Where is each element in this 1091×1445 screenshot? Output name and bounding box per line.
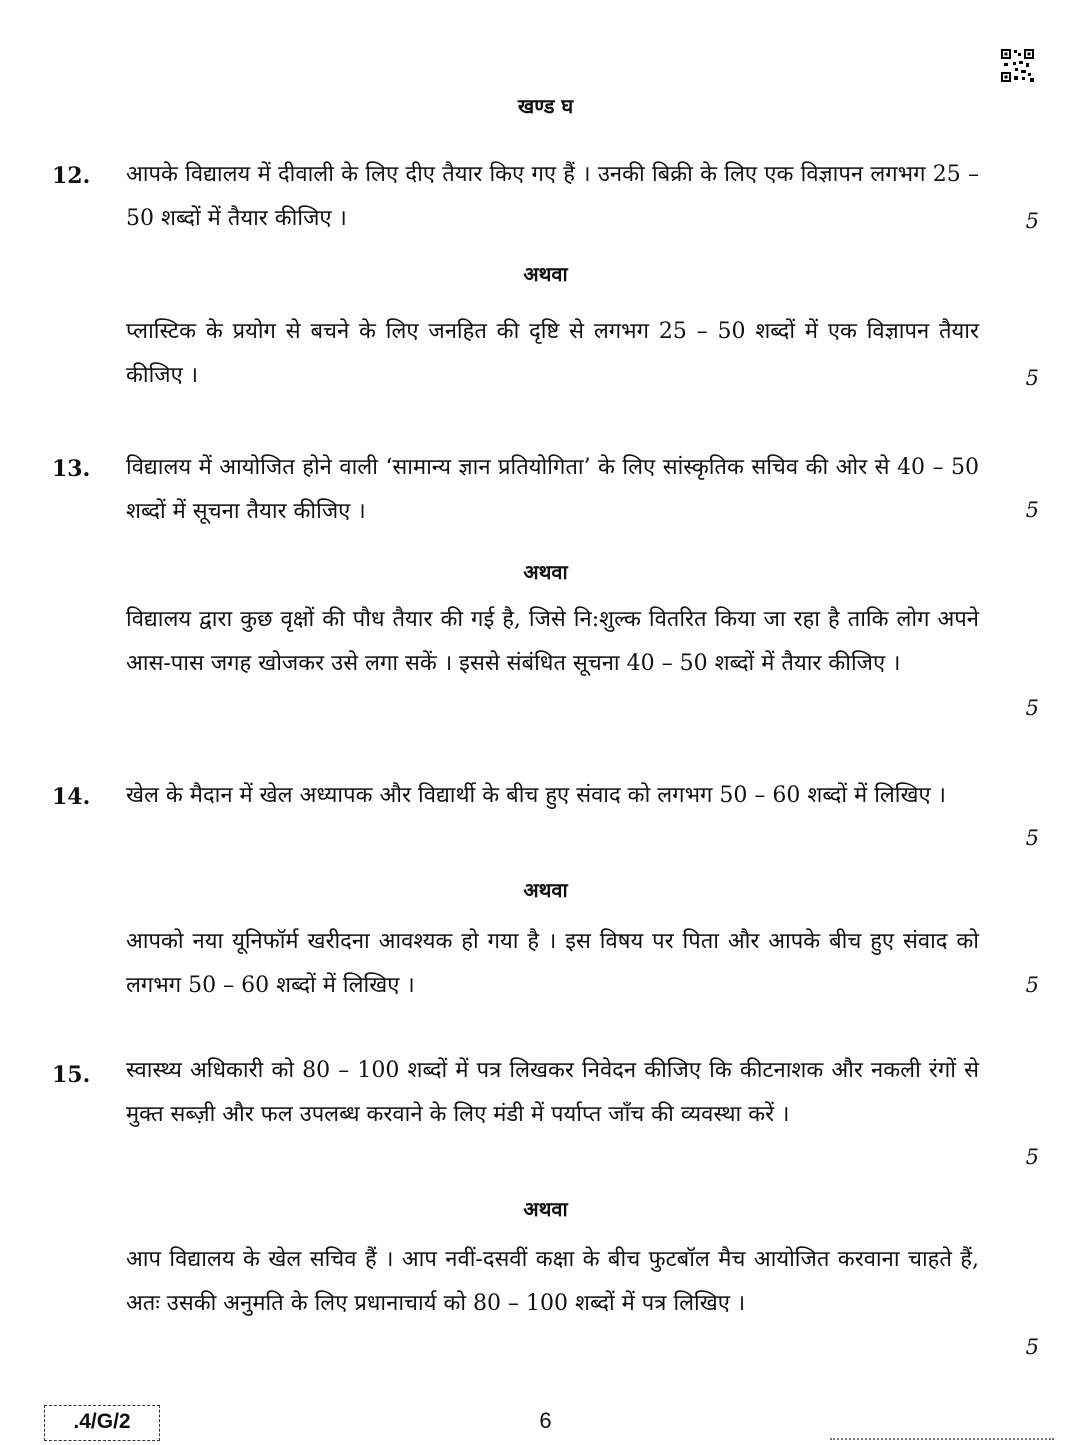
question-14-number: 14. xyxy=(52,784,91,810)
question-14-marks: 5 xyxy=(1025,826,1039,850)
question-13-alt-marks: 5 xyxy=(1025,696,1039,720)
question-12-text: आपके विद्यालय में दीवाली के लिए दीए तैयार किए गए हैं । उनकी बिक्री के लिए एक विज्ञापन लगभग 25 – 50 शब्दों में तैयार कीजिए । xyxy=(126,162,979,231)
question-12-alt-text: प्लास्टिक के प्रयोग से बचने के लिए जनहित की दृष्टि से लगभग 25 – 50 शब्दों में एक विज्ञापन तैयार कीजिए । xyxy=(126,319,979,388)
question-12-alt-marks: 5 xyxy=(1025,366,1039,390)
question-15-text: स्वास्थ्य अधिकारी को 80 – 100 शब्दों में पत्र लिखकर निवेदन कीजिए कि कीटनाशक और नकली रंगों से मुक्त सब्ज़ी और फल उपलब्ध करवाने के लिए मंडी में पर्याप्त जाँच की व्यवस्था करें । xyxy=(126,1058,979,1127)
qr-code-icon xyxy=(1001,49,1034,82)
question-14-text: खेल के मैदान में खेल अध्यापक और विद्यार्थी के बीच हुए संवाद को लगभग 50 – 60 शब्दों में लिखिए । xyxy=(126,783,946,808)
question-15-number: 15. xyxy=(52,1062,91,1088)
page-number: 6 xyxy=(539,1408,552,1433)
section-title: खण्ड घ xyxy=(517,94,574,118)
question-12-or-label: अथवा xyxy=(523,262,568,286)
question-13-or-label: अथवा xyxy=(523,560,568,584)
question-14-alt-text: आपको नया यूनिफॉर्म खरीदना आवश्यक हो गया है । इस विषय पर पिता और आपके बीच हुए संवाद को लगभग 50 – 60 शब्दों में लिखिए । xyxy=(126,929,979,998)
question-12-number: 12. xyxy=(52,163,91,189)
question-14-alt-marks: 5 xyxy=(1025,973,1039,997)
question-15-alt-marks: 5 xyxy=(1025,1335,1039,1359)
question-15-alt-text: आप विद्यालय के खेल सचिव हैं । आप नवीं-दसवीं कक्षा के बीच फुटबॉल मैच आयोजित करवाना चाहते हैं, अतः उसकी अनुमति के लिए प्रधानाचार्य को 80 – 100 शब्दों में पत्र लिखिए । xyxy=(126,1247,979,1316)
question-15-or-label: अथवा xyxy=(523,1197,568,1221)
question-13-text: विद्यालय में आयोजित होने वाली ‘सामान्य ज्ञान प्रतियोगिता’ के लिए सांस्कृतिक सचिव की ओर से 40 – 50 शब्दों में सूचना तैयार कीजिए । xyxy=(126,455,979,524)
question-12-marks: 5 xyxy=(1025,209,1039,233)
question-13-alt-text: विद्यालय द्वारा कुछ वृक्षों की पौध तैयार की गई है, जिसे नि:शुल्क वितरित किया जा रहा है ताकि लोग अपने आस-पास जगह खोजकर उसे लगा सकें । इससे संबंधित सूचना 40 – 50 शब्दों में तैयार कीजिए । xyxy=(126,607,979,676)
question-13-number: 13. xyxy=(52,456,91,482)
question-13-marks: 5 xyxy=(1025,498,1039,522)
paper-code-box: .4/G/2 xyxy=(44,1405,160,1441)
question-15-marks: 5 xyxy=(1025,1145,1039,1169)
footer-divider xyxy=(830,1438,1054,1443)
question-14-or-label: अथवा xyxy=(523,878,568,902)
